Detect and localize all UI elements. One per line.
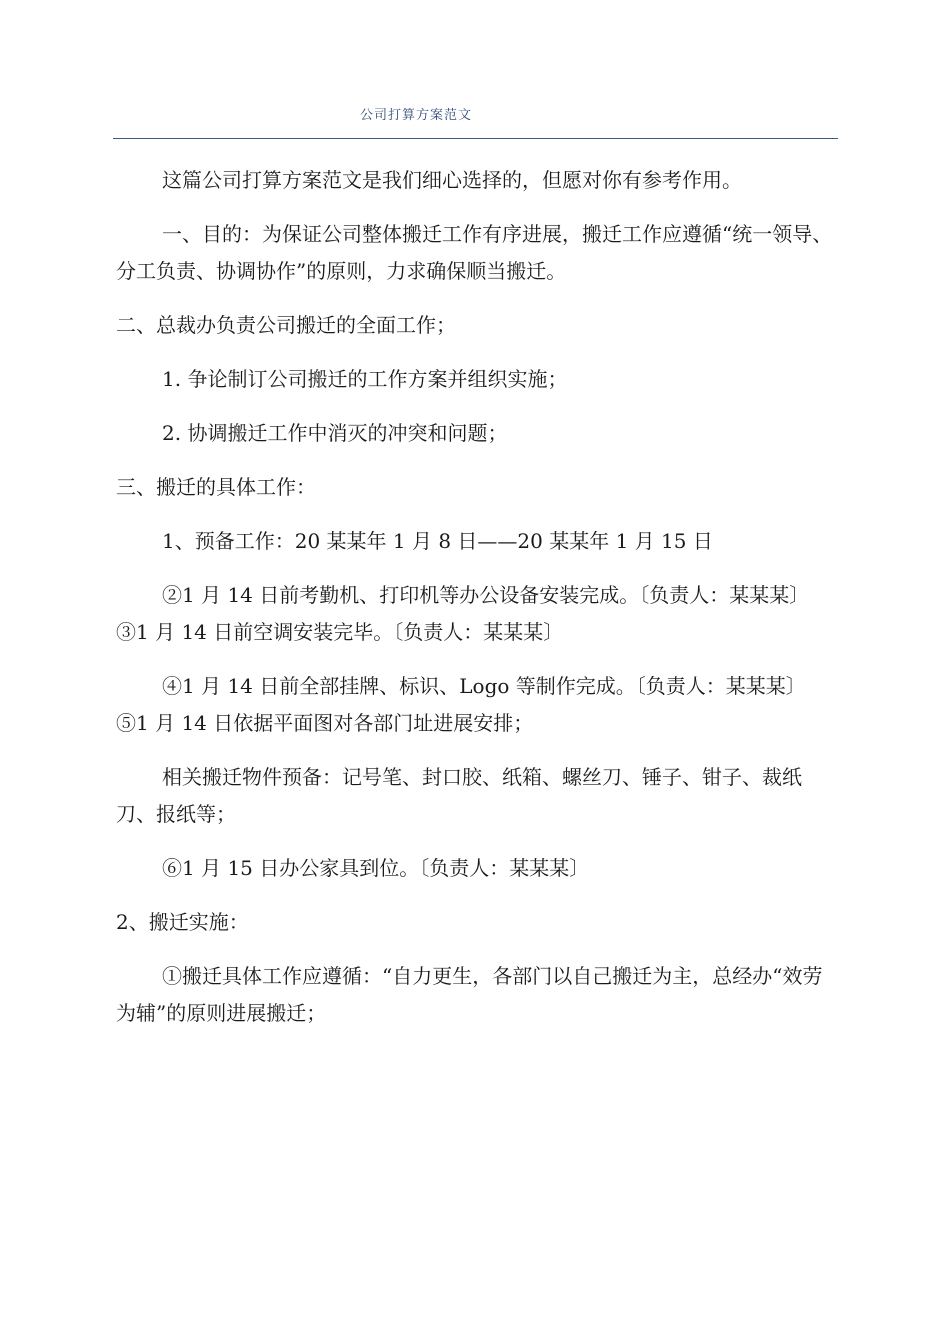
header-divider (113, 138, 838, 139)
list-item-2-2: 2. 协调搬迁工作中消灭的冲突和问题； (162, 421, 508, 445)
paragraph-intro: 这篇公司打算方案范文是我们细心选择的，但愿对你有参考作用。 (162, 168, 742, 192)
paragraph-implementation-1: ①搬迁具体工作应遵循：“自力更生，各部门以自己搬迁为主，总经办“效劳为辅”的原则进展搬迁； (116, 964, 823, 1025)
paragraph-implementation-heading: 2、搬迁实施： (116, 910, 249, 934)
paragraph-tasks-4-5: ④1 月 14 日前全部挂牌、标识、Logo 等制作完成。〔负责人：某某某〕⑤1 月 14 日依据平面图对各部门址进展安排； (116, 674, 806, 735)
list-item-2-1: 1. 争论制订公司搬迁的工作方案并组织实施； (162, 367, 568, 391)
paragraph-tasks-2-3: ②1 月 14 日前考勤机、打印机等办公设备安装完成。〔负责人：某某某〕③1 月 14 日前空调安装完毕。〔负责人：某某某〕 (116, 583, 810, 644)
document-header-title: 公司打算方案范文 (360, 108, 473, 123)
paragraph-supplies: 相关搬迁物件预备：记号笔、封口胶、纸箱、螺丝刀、锤子、钳子、裁纸刀、报纸等； (116, 765, 802, 826)
document-body (116, 162, 836, 1049)
paragraph-preparation-period: 1、预备工作：20 某某年 1 月 8 日——20 某某年 1 月 15 日 (162, 529, 713, 553)
paragraph-section-2-heading: 二、总裁办负责公司搬迁的全面工作； (116, 313, 456, 337)
paragraph-section-1-purpose: 一、目的：为保证公司整体搬迁工作有序进展，搬迁工作应遵循“统一领导、分工负责、协调协作”的原则，力求确保顺当搬迁。 (116, 222, 833, 283)
paragraph-section-3-heading: 三、搬迁的具体工作： (116, 475, 316, 499)
paragraph-task-6: ⑥1 月 15 日办公家具到位。〔负责人：某某某〕 (162, 856, 590, 880)
